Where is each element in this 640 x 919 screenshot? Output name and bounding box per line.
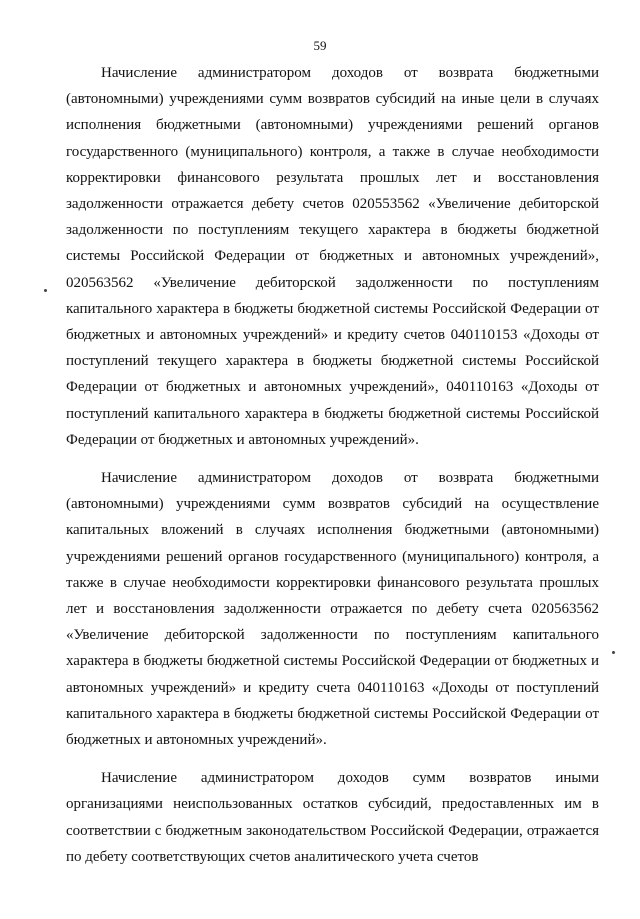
- page-number: 59: [313, 38, 327, 53]
- scan-speck: [612, 651, 615, 654]
- paragraph-2: Начисление администратором доходов от возврата бюджетными (автономными) учреждениями сумм возвратов субсидий на осуществление капитальных вложений в случаях исполнения бюджетными (автономными) учреждениями решений органов государственного (муниципального) контроля, а также в случае необходимости корректировки финансового результата прошлых лет и восстановления задолженности отражается по дебету счета 020563562 «Увеличение дебиторской задолженности по поступлениям капитального характера в бюджеты бюджетной системы Российской Федерации от бюджетных и автономных учреждений» и кредиту счета 040110163 «Доходы от поступлений капитального характера в бюджеты бюджетной системы Российской Федерации от бюджетных и автономных учреждений».: [66, 470, 599, 749]
- paragraph-3: Начисление администратором доходов сумм возвратов иными организациями неиспользованных остатков субсидий, предоставленных им в соответствии с бюджетным законодательством Российской Федерации, отражается по дебету соответствующих счетов аналитического учета счетов: [66, 770, 599, 865]
- paragraph-1: Начисление администратором доходов от возврата бюджетными (автономными) учреждениями сумм возвратов субсидий на иные цели в случаях исполнения бюджетными (автономными) учреждениями решений органов государственного (муниципального) контроля, а также в случае необходимости корректировки финансового результата прошлых лет и восстановления задолженности отражается дебету счетов 020553562 «Увеличение дебиторской задолженности по поступлениям текущего характера в бюджеты бюджетной системы Российской Федерации от бюджетных и автономных учреждений», 020563562 «Увеличение дебиторской задолженности по поступлениям капитального характера в бюджеты бюджетной системы Российской Федерации от бюджетных и автономных учреждений» и кредиту счетов 040110153 «Доходы от поступлений текущего характера в бюджеты бюджетной системы Российской Федерации от бюджетных и автономных учреждений», 040110163 «Доходы от поступлений капитального характера в бюджеты бюджетной системы Российской Федерации от бюджетных и автономных учреждений».: [66, 65, 599, 448]
- document-body: [66, 60, 599, 882]
- scan-speck: [44, 289, 47, 292]
